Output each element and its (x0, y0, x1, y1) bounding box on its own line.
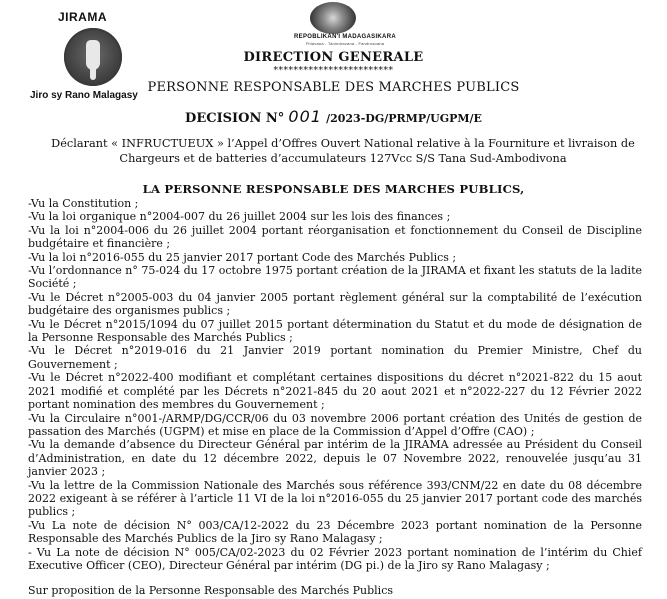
decision-intro: Déclarant « INFRUCTUEUX » l’Appel d’Offres Ouvert National relative à la Fourniture et livraison de Chargeurs et de batteries d’accumulateurs 127Vcc S/S Tana Sud-Ambodivona (51, 137, 635, 165)
visa-item: -Vu La note de décision N° 003/CA/12-2022 du 23 Décembre 2023 portant nomination de la Personne Responsable des Marchés Publics de la Jiro sy Rano Malagasy ; (28, 518, 642, 546)
visa-item: -Vu le Décret n°2005-003 du 04 janvier 2005 portant règlement général sur la comptabilité de l’exécution budgétaire des organismes publics ; (28, 290, 642, 318)
visa-item: -Vu la loi n°2004-006 du 26 juillet 2004 portant réorganisation et fonctionnement du Conseil de Discipline budgétaire et financière ; (28, 223, 642, 251)
visa-item: -Vu le Décret n°2015/1094 du 07 juillet 2015 portant détermination du Statut et du mode de désignation de la Personne Responsable des Marchés Publics ; (28, 317, 642, 345)
decision-reference: /2023-DG/PRMP/UGPM/E (326, 112, 482, 125)
decision-number: 001 (288, 107, 322, 126)
visa-item: -Vu la Circulaire n°001-/ARMP/DG/CCR/06 du 03 novembre 2006 portant création des Unités de gestion de passation des Marchés (UGPM) et mise en place de la Commission d’Appel d’Offre (CAO) ; (28, 411, 642, 438)
decision-label: DECISION N° (185, 111, 285, 126)
republic-name: REPOBLIKAN'I MADAGASIKARA (294, 34, 396, 40)
visa-item: -Vu le Décret n°2019-016 du 21 Janvier 2019 portant nomination du Premier Ministre, Chef du Gouvernement ; (28, 344, 642, 371)
decision-title (0, 107, 667, 126)
stars-divider: ************************ (273, 66, 394, 76)
logo-brand-text: JIRAMA (58, 10, 108, 24)
office-title: PERSONNE RESPONSABLE DES MARCHES PUBLICS (147, 80, 520, 95)
visa-item: -Vu l’ordonnance n° 75-024 du 17 octobre 1975 portant création de la JIRAMA et fixant les statuts de la ladite Société ; (28, 264, 642, 291)
visa-item: - Vu La note de décision N° 005/CA/02-2023 du 02 Février 2023 portant nomination de l’intérim du Chief Executive Officer (CEO), Directeur Général par intérim (DG pi.) de la Jiro sy Rano Malagasy ; (28, 545, 642, 572)
republic-motto: Fitiavana - Tanindrazana - Fandrosoana (305, 41, 385, 46)
visa-item: -Vu la loi n°2016-055 du 25 janvier 2017 portant Code des Marchés Publics ; (28, 250, 457, 264)
visa-item: -Vu la loi organique n°2004-007 du 26 juillet 2004 sur les lois des finances ; (28, 210, 451, 224)
visa-item: -Vu le Décret n°2022-400 modifiant et complétant certaines dispositions du décret n°2021-822 du 15 aout 2021 modifié et complété par les Décrets n°2021-845 du 20 aout 2021 et n°2022-227 du 12 Février 2022 portant nomination des membres du Gouvernement ; (28, 371, 642, 412)
visa-list (28, 197, 642, 572)
footer-text: Sur proposition de la Personne Responsable des Marchés Publics (28, 584, 393, 597)
republic-seal-icon (310, 2, 356, 34)
logo-tagline: Jiro sy Rano Malagasy (30, 90, 138, 101)
visa-item: -Vu la Constitution ; (28, 197, 139, 210)
department-title: DIRECTION GENERALE (243, 50, 424, 65)
visa-item: -Vu la demande d’absence du Directeur Général par intérim de la JIRAMA adressée au Président du Conseil d’Administration, en date du 12 décembre 2022, depuis le 07 Novembre 2022, renouvelée jusqu’au 31 janvier 2023 ; (28, 438, 642, 479)
visa-item: -Vu la lettre de la Commission Nationale des Marchés sous référence 393/CNM/22 en date du 08 décembre 2022 exigeant à se référer à l’article 11 VI de la loi n°2016-055 du 25 janvier 2017 portant code des marchés publics ; (28, 478, 642, 519)
section-heading: LA PERSONNE RESPONSABLE DES MARCHES PUBLICS, (142, 182, 525, 196)
